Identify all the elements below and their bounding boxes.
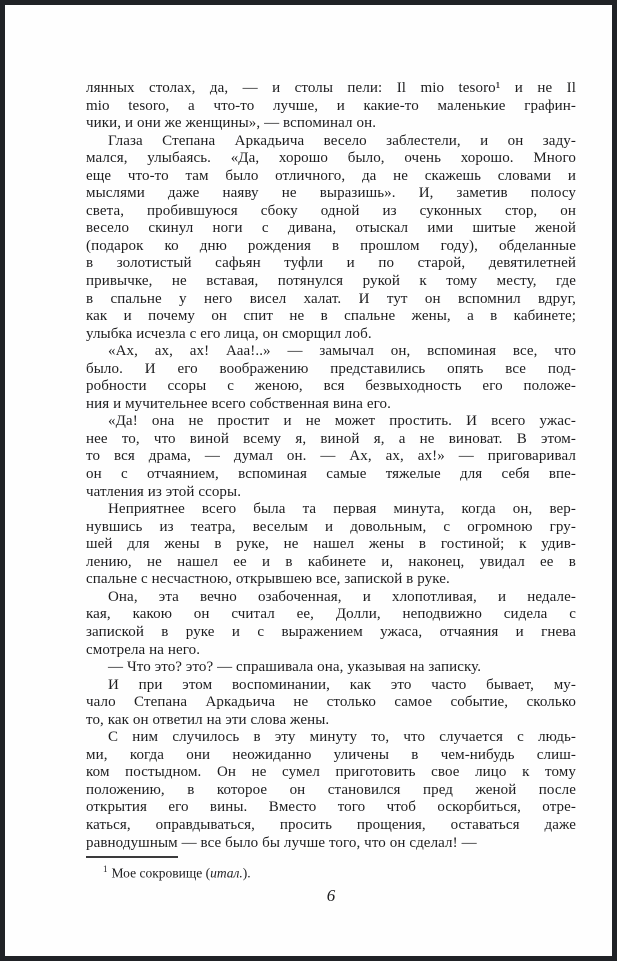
text-line: ми, когда они неожиданно уличены в чем-нибудь слиш- [86,746,576,763]
text-line: нувшись из театра, веселым и довольным, с огромною гру- [86,518,576,535]
text-line: то, как он ответил на эти слова жены. [86,711,330,728]
paragraph [86,729,576,852]
paragraph [86,133,576,344]
text-line: привычке, не вставая, потянулся рукой к тому месту, где [86,273,576,290]
footnote-rule [86,856,178,858]
text-line: каться, оправдываться, просить прощения, оставаться даже [86,816,576,833]
text-line: робности ссоры с женою, вся безвыходность его положе- [86,378,576,395]
text-line: было. И его воображению представились опять все под- [86,360,576,377]
paragraph [86,413,576,501]
text-line: — Что это? это? — спрашивала она, указывая на записку. [108,659,482,676]
text-line: Неприятнее всего была та первая минута, когда он, вер- [108,501,576,518]
text-line: весело скинул ноги с дивана, отыскал ими шитые женой [86,220,576,237]
text-line: еще что-то там было отличного, да не скажешь словами и [86,167,576,184]
text-line: mio tesoro, а что-то лучше, и какие-то маленькие графин- [86,97,576,114]
paragraph [86,80,576,133]
text-line: чики, и они же женщины», — вспоминал он. [86,115,377,132]
text-line: спальне с несчастною, открывшею все, запиской в руке. [86,571,450,588]
text-line: запиской в руке и с выражением ужаса, отчаяния и гнева [86,623,576,640]
text-line: кая, какою он считал ее, Долли, неподвижно сидела с [86,606,576,623]
text-line: он с отчаянием, вспоминая самые тяжелые для себя впе- [86,466,576,483]
footnote [86,856,576,882]
paragraph [86,589,576,659]
footnote-italic: итал. [210,865,243,881]
page-number: 6 [326,886,336,905]
text-line: (подарок ко дню рождения в прошлом году), обделанные [86,237,576,254]
paragraph [86,343,576,413]
text-line: чало Степана Аркадьича не столько самое событие, сколько [86,694,576,711]
text-line: равнодушным — все было бы лучше того, что он сделал! — [86,834,477,851]
text-line: смотрела на него. [86,641,201,658]
text-line: открытия его вины. Вместо того чтоб оскорбиться, отре- [86,799,576,816]
text-line: нее то, что виной всему я, виной я, а не виноват. В этом- [86,430,576,447]
text-line: С ним случилось в эту минуту то, что случается с людь- [108,729,576,746]
footnote-body: Мое сокровище ( [111,865,211,881]
text-line: в спальне у него висел халат. И тут он вспомнил вдруг, [86,290,576,307]
text-line: света, пробившуюся сбоку одной из суконных стор, он [86,202,576,219]
text-line: ком постыдном. Он не сумел приготовить свое лицо к тому [86,764,576,781]
text-line: «Ах, ах, ах! Ааа!..» — замычал он, вспоминая все, что [108,343,576,360]
paragraph [86,501,576,589]
text-line: И при этом воспоминании, как это часто бывает, му- [108,676,576,693]
text-line: лению, не нашел ее и в кабинете и, наконец, увидал ее в [86,553,576,570]
text-line: мыслями даже наяву не выразишь». И, заметив полосу [86,185,576,202]
paragraph [86,677,576,730]
text-line: ния и мучительнее всего собственная вина его. [86,395,391,412]
text-line: Она, эта вечно озабоченная, и хлопотливая, и недале- [108,588,576,605]
text-line: шей для жены в руке, не нашел жены в гостиной; к удив- [86,536,576,553]
text-line: улыбка исчезла с его лица, он сморщил лоб. [86,325,372,342]
text-line: как и почему он спит не в спальне жены, а в кабинете; [86,308,576,325]
text-line: лянных столах, да, — и столы пели: Il mio tesoro¹ и не Il [86,80,576,96]
text-line: то вся драма, — думал он. — Ах, ах, ах!» — приговаривал [86,448,576,465]
text-line: мался, улыбаясь. «Да, хорошо было, очень хорошо. Много [86,150,576,167]
footnote-text [86,861,576,882]
text-line: Глаза Степана Аркадьича весело заблестели, и он заду- [108,132,576,149]
text-line: положению, в которое он становился пред женой после [86,781,576,798]
footnote-marker: 1 [103,864,108,874]
text-line: чатления из этой ссоры. [86,483,242,500]
paragraph [86,659,576,677]
text-line: «Да! она не простит и не может простить. И всего ужас- [108,413,576,430]
text-line: в золотистый сафьян туфли и по старой, девятилетней [86,255,576,272]
footnote-suffix: ). [242,865,251,881]
text-body [86,80,576,852]
